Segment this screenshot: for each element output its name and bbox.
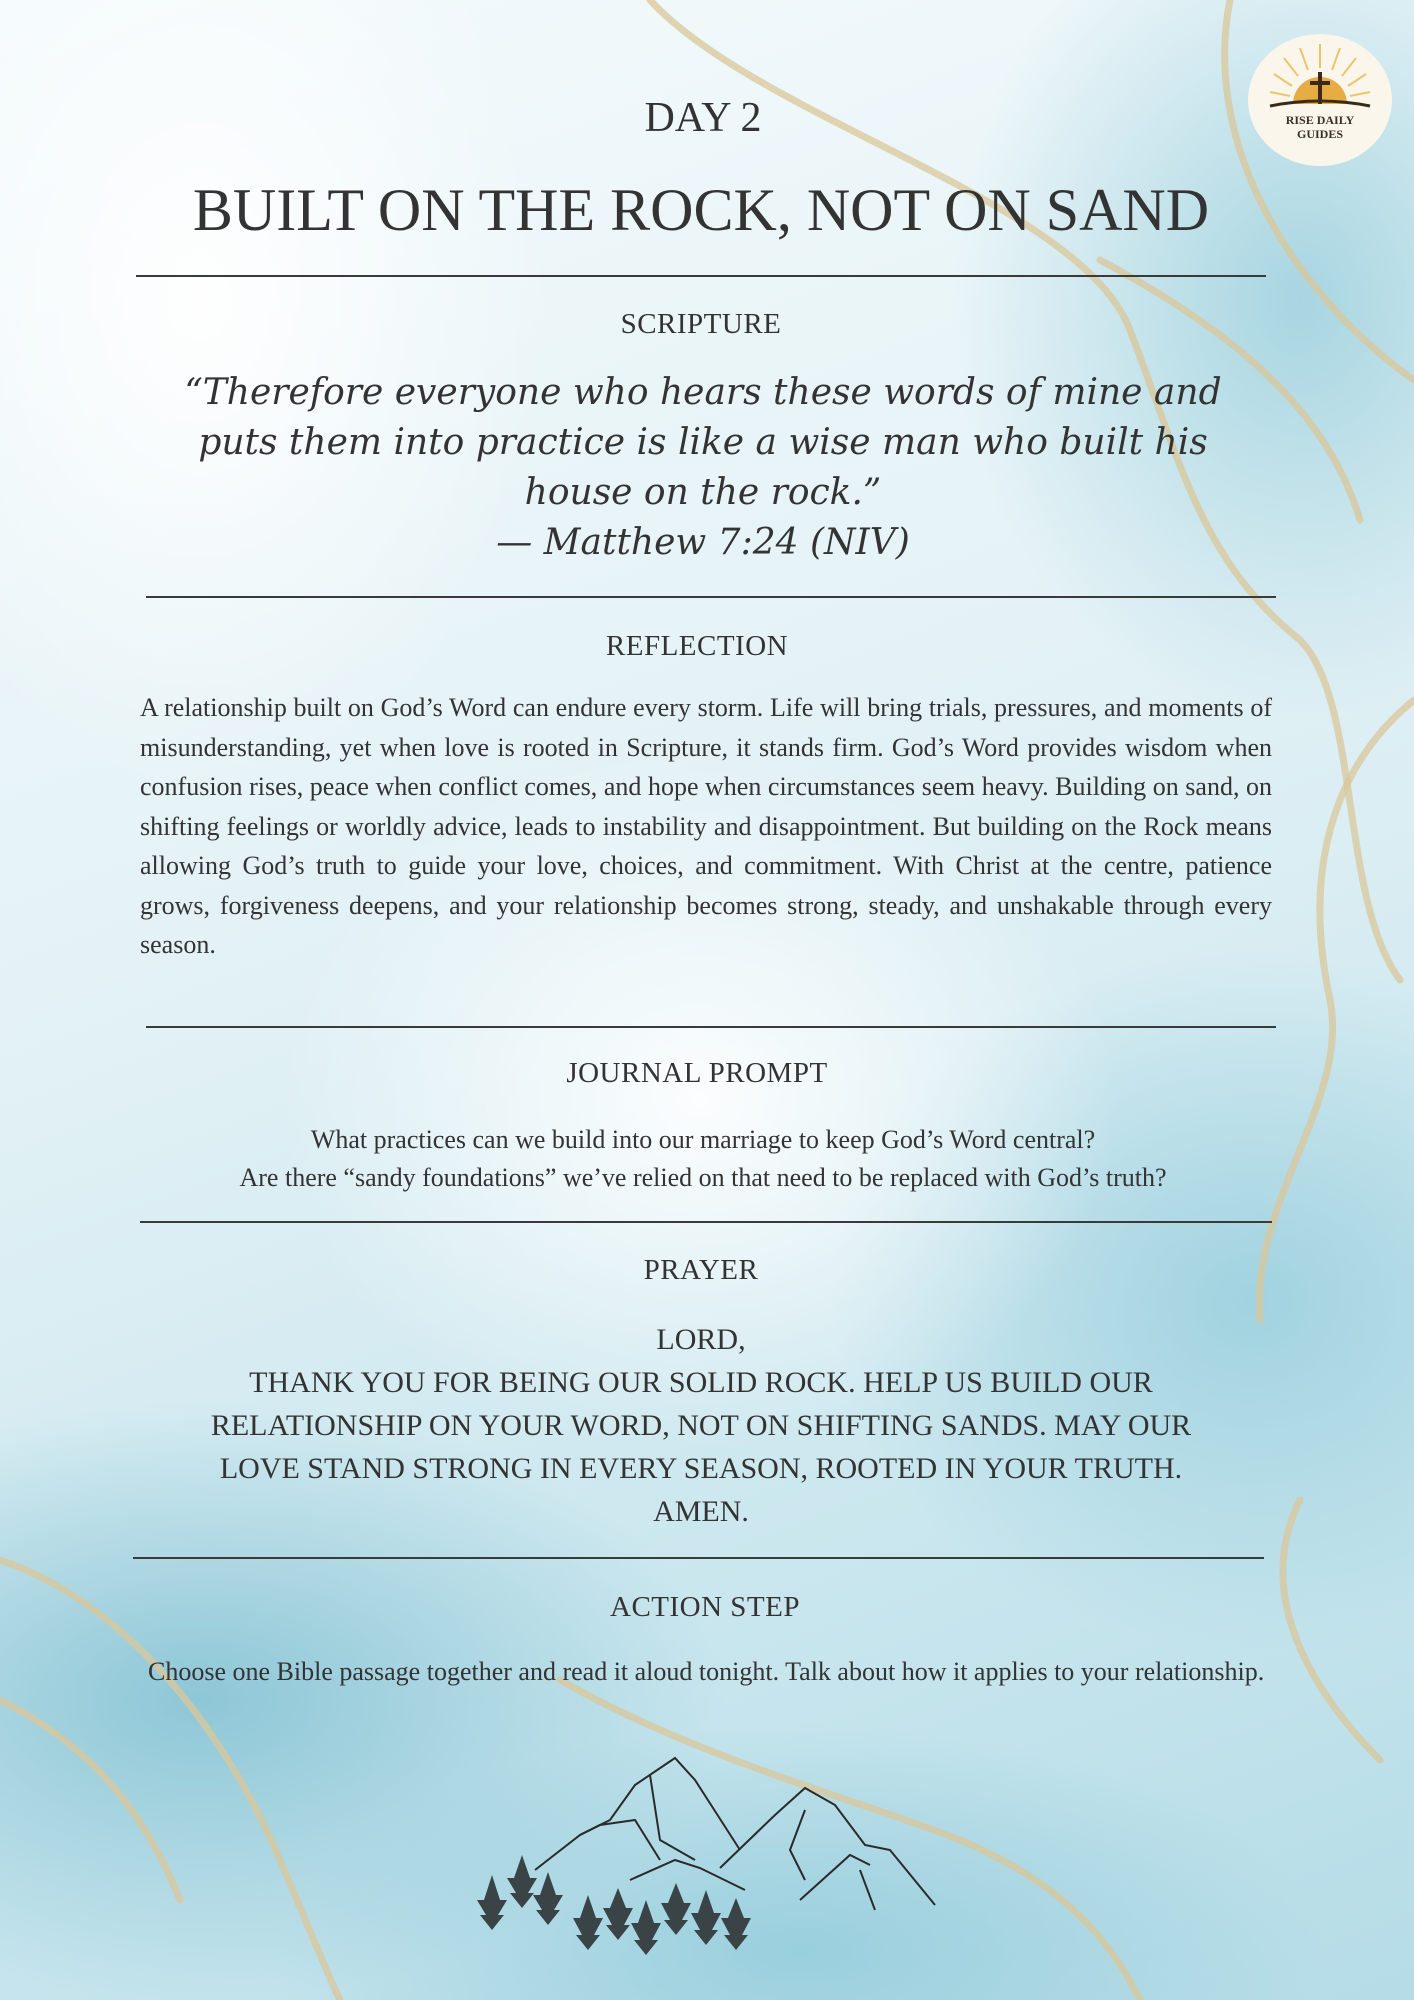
reflection-heading: REFLECTION [605, 630, 789, 662]
action-step-text: Choose one Bible passage together and read it aloud tonight. Talk about how it applies to your relationship. [148, 1657, 1265, 1686]
page-title: BUILT ON THE ROCK, NOT ON SAND [192, 177, 1210, 243]
divider [136, 275, 1266, 277]
divider [140, 1221, 1272, 1223]
prayer-heading: PRAYER [643, 1254, 759, 1286]
prayer-line: AMEN. [653, 1495, 749, 1528]
action-step-heading: ACTION STEP [610, 1591, 800, 1623]
mountains-trees-illustration [460, 1740, 960, 1970]
divider [146, 1026, 1276, 1028]
prayer-line: RELATIONSHIP ON YOUR WORD, NOT ON SHIFTING SANDS. MAY OUR [210, 1409, 1192, 1442]
divider [133, 1557, 1264, 1559]
journal-line: What practices can we build into our marriage to keep God’s Word central? [310, 1125, 1096, 1154]
prayer-line: LOVE STAND STRONG IN EVERY SEASON, ROOTED IN YOUR TRUTH. [219, 1452, 1183, 1485]
scripture-heading: SCRIPTURE [620, 308, 782, 340]
scripture-reference: — Matthew 7:24 (NIV) [496, 522, 910, 563]
logo-text-line2: GUIDES [1296, 127, 1344, 141]
logo-text-line1: RISE DAILY [1285, 113, 1355, 127]
divider [146, 596, 1276, 598]
prayer-text [0, 1318, 1408, 1533]
scripture-line: “Therefore everyone who hears these words of mine and [184, 372, 1222, 413]
reflection-text: A relationship built on God’s Word can endure every storm. Life will bring trials, pressures, and moments of misunderstanding, yet when love is rooted in Scripture, it stands firm. God’s Word provides wisdom when confusion rises, peace when conflict comes, and hope when circumstances seem heavy. Building on sand, on shifting feelings or worldly advice, leads to instability and disappointment. But building on the Rock means allowing God’s truth to guide your love, choices, and commitment. With Christ at the centre, patience grows, forgiveness deepens, and your relationship becomes strong, steady, and unshakable through every season. [140, 693, 1272, 959]
prayer-line: THANK YOU FOR BEING OUR SOLID ROCK. HELP US BUILD OUR [249, 1366, 1153, 1399]
prayer-line: LORD, [656, 1323, 746, 1356]
scripture-line: puts them into practice is like a wise man who built his [198, 422, 1208, 463]
journal-line: Are there “sandy foundations” we’ve relied on that need to be replaced with God’s truth? [239, 1163, 1167, 1192]
journal-prompt-heading: JOURNAL PROMPT [566, 1057, 828, 1089]
day-label: DAY 2 [644, 95, 762, 141]
scripture-line: house on the rock.” [524, 472, 882, 513]
scripture-quote [0, 368, 1410, 568]
journal-prompt-text [0, 1121, 1410, 1197]
